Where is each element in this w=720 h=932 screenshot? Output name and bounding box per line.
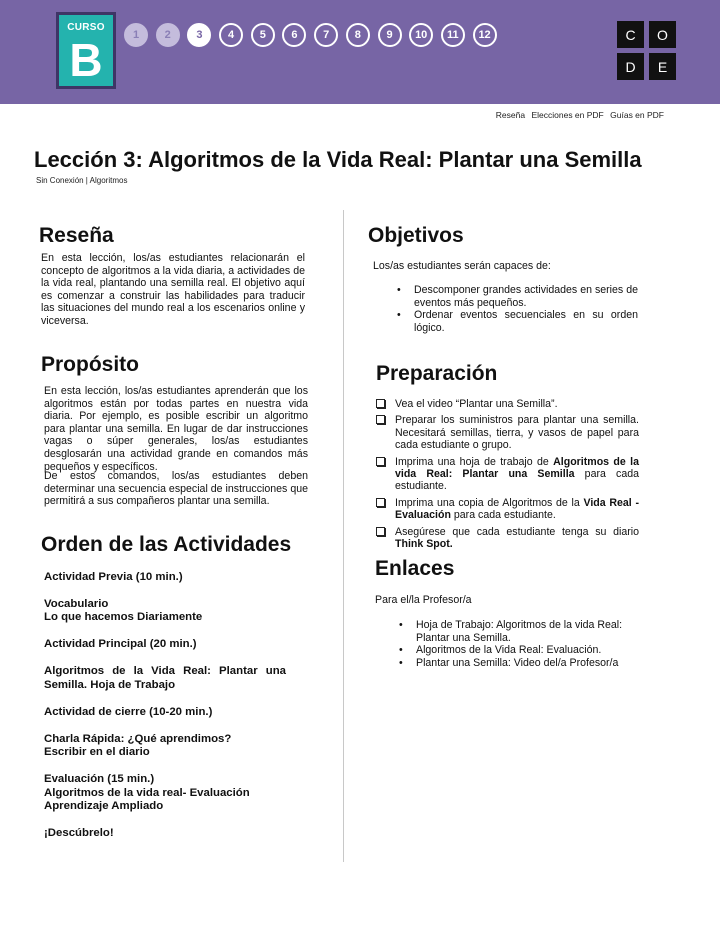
- preparacion-item-text: para cada estudiante.: [395, 468, 639, 493]
- checkbox-icon[interactable]: [376, 457, 385, 466]
- orden-heading: Orden de las Actividades: [41, 533, 292, 556]
- evaluacion-link[interactable]: Vida Real - Evaluación: [395, 496, 639, 522]
- proposito-heading: Propósito: [41, 353, 139, 376]
- header-banner: [0, 0, 720, 104]
- lesson-5-button[interactable]: 5: [251, 23, 275, 47]
- preparacion-item: [376, 414, 639, 451]
- lesson-3-button[interactable]: 3: [187, 23, 211, 47]
- preparacion-checklist: [376, 398, 639, 554]
- resena-text: En esta lección, los/as estudiantes relacionarán el concepto de algoritmos a la vida diaria, a actividades de la vida real, plantando una semilla real. El objetivo aquí es comenzar a construir las habilidades para traducir las situaciones del mundo real a los escenarios online y viceversa.: [41, 252, 305, 327]
- checkbox-icon[interactable]: [376, 498, 385, 507]
- preparacion-item-text: para cada estudiante.: [450, 509, 556, 522]
- enlaces-list: [396, 619, 636, 669]
- lesson-10-button[interactable]: 10: [409, 23, 433, 47]
- checkbox-icon[interactable]: [376, 399, 385, 408]
- course-label: CURSO: [67, 22, 105, 33]
- lesson-1-button[interactable]: 1: [124, 23, 148, 47]
- objetivos-list: [394, 284, 638, 334]
- think-spot-link[interactable]: Think Spot.: [395, 538, 453, 551]
- code-logo: [617, 21, 676, 80]
- proposito-paragraph-1: En esta lección, los/as estudiantes aprenderán que los algoritmos están por todas partes en nuestra vida diaria. Por ejemplo, es posible escribir un algoritmo para plantar una semilla. En lugar de dar instrucciones vagas o súper generales, los/as estudiantes desglosarán una actividad grande en comandos más pequeños y específicos.: [44, 385, 308, 473]
- preparacion-item: [376, 526, 639, 551]
- lesson-4-button[interactable]: 4: [219, 23, 243, 47]
- logo-letter-d: D: [617, 53, 644, 80]
- enlaces-heading: Enlaces: [375, 557, 455, 580]
- lesson-7-button[interactable]: 7: [314, 23, 338, 47]
- checkbox-icon[interactable]: [376, 527, 385, 536]
- descubrelo: ¡Descúbrelo!: [44, 827, 114, 839]
- preparacion-item-text: Imprima una hoja de trabajo de: [395, 455, 554, 468]
- objetivos-intro: Los/as estudiantes serán capaces de:: [373, 260, 551, 272]
- proposito-paragraph-2: De estos comandos, los/as estudiantes deben determinar una secuencia especial de instrucciones que permitirá a sus compañeros plantar una semilla.: [44, 470, 308, 508]
- resena-link[interactable]: Reseña: [495, 110, 526, 120]
- enlaces-intro: Para el/la Profesor/a: [375, 594, 472, 606]
- actividad-cierre: Actividad de cierre (10-20 min.): [44, 706, 213, 718]
- charla-rapida: Charla Rápida: ¿Qué aprendimos?: [44, 733, 232, 745]
- enlace-item[interactable]: • Hoja de Trabajo: Algoritmos de la vida Real: Plantar una Semilla.: [396, 619, 636, 644]
- objetivo-item: • Descomponer grandes actividades en series de eventos más pequeños.: [394, 284, 638, 309]
- guias-pdf-link[interactable]: Guías en PDF: [610, 110, 664, 120]
- course-badge: [56, 12, 116, 89]
- preparacion-item-text: Preparar los suministros para plantar una semilla. Necesitará semillas, tierra, y vasos de papel para cada estudiante o grupo.: [395, 414, 639, 452]
- column-divider: [343, 210, 344, 862]
- preparacion-item-text: Imprima una copia de Algoritmos de la: [395, 496, 584, 509]
- lesson-9-button[interactable]: 9: [378, 23, 402, 47]
- preparacion-item-text: Asegúrese que cada estudiante tenga su diario: [395, 525, 639, 538]
- elecciones-pdf-link[interactable]: Elecciones en PDF: [531, 110, 604, 120]
- evaluacion-link[interactable]: Algoritmos de la vida real- Evaluación: [44, 787, 250, 799]
- worksheet-link[interactable]: Algoritmos de la vida Real: Plantar una Semilla: [395, 455, 639, 481]
- actividad-previa: Actividad Previa (10 min.): [44, 571, 183, 583]
- course-letter: B: [69, 34, 103, 86]
- lesson-12-button[interactable]: 12: [473, 23, 497, 47]
- lesson-11-button[interactable]: 11: [441, 23, 465, 47]
- lesson-navigator: [124, 23, 504, 47]
- lesson-6-button[interactable]: 6: [282, 23, 306, 47]
- objetivos-heading: Objetivos: [368, 224, 464, 247]
- checkbox-icon[interactable]: [376, 415, 385, 424]
- preparacion-heading: Preparación: [376, 362, 498, 385]
- vocabulario-label: Vocabulario: [44, 598, 109, 610]
- lesson-tags: Sin Conexión | Algoritmos: [36, 176, 128, 185]
- logo-letter-e: E: [649, 53, 676, 80]
- preparacion-item-text: Vea el video “Plantar una Semilla”.: [395, 398, 558, 410]
- objetivo-item: • Ordenar eventos secuenciales en su orden lógico.: [394, 309, 638, 334]
- evaluacion-label: Evaluación (15 min.): [44, 773, 155, 785]
- top-links: [492, 110, 664, 120]
- enlace-item[interactable]: • Plantar una Semilla: Video del/a Profesor/a: [396, 657, 636, 670]
- resena-heading: Reseña: [39, 224, 114, 247]
- logo-letter-o: O: [649, 21, 676, 48]
- lo-que-hacemos-link[interactable]: Lo que hacemos Diariamente: [44, 611, 203, 623]
- aprendizaje-ampliado: Aprendizaje Ampliado: [44, 800, 164, 812]
- enlace-item[interactable]: • Algoritmos de la Vida Real: Evaluación.: [396, 644, 636, 657]
- lesson-2-button[interactable]: 2: [156, 23, 180, 47]
- actividad-principal: Actividad Principal (20 min.): [44, 638, 197, 650]
- lesson-8-button[interactable]: 8: [346, 23, 370, 47]
- escribir-diario: Escribir en el diario: [44, 746, 150, 758]
- lesson-title: Lección 3: Algoritmos de la Vida Real: Plantar una Semilla: [34, 147, 642, 172]
- algoritmos-hoja-link[interactable]: Algoritmos de la Vida Real: Plantar una Semilla. Hoja de Trabajo: [44, 665, 286, 691]
- logo-letter-c: C: [617, 21, 644, 48]
- preparacion-item: [376, 398, 639, 410]
- preparacion-item: [376, 456, 639, 493]
- preparacion-item: [376, 497, 639, 522]
